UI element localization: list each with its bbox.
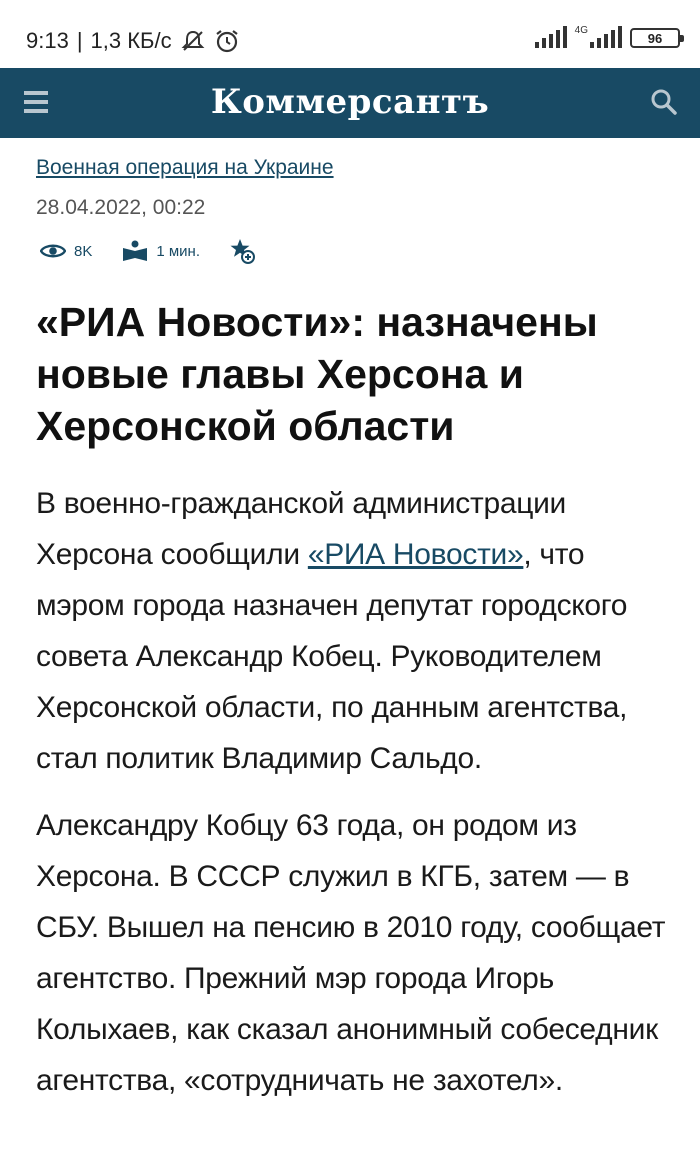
site-logo[interactable]: Коммерсантъ <box>210 82 490 122</box>
status-time: 9:13 <box>26 28 69 53</box>
paragraph-1-text-end: , что мэром города назначен депутат городского совета Александр Кобец. Руководителем Херсонской области, по данным агентства, стал политик Владимир Сальдо. <box>36 538 628 775</box>
article-paragraph-2: Александру Кобцу 63 года, он родом из Херсона. В СССР служил в КГБ, затем — в СБУ. Вышел на пенсию в 2010 году, сообщает агентство. Прежний мэр города Игорь Колыхаев, как сказал анонимный собеседник агентства, «сотрудничать не захотел». <box>36 809 666 1097</box>
status-left <box>26 28 240 54</box>
star-add-icon[interactable] <box>230 238 256 264</box>
article-date: 28.04.2022, 00:22 <box>36 196 206 219</box>
read-time-value: 1 мин. <box>156 242 201 260</box>
alarm-icon <box>214 28 240 54</box>
favorite-button[interactable] <box>230 238 256 264</box>
views-counter <box>40 242 92 260</box>
eye-icon <box>40 242 66 260</box>
read-time <box>122 240 200 262</box>
article-paragraph-1 <box>36 478 676 784</box>
site-header <box>0 68 700 138</box>
paragraph-1-text-start: В военно-гражданской администрации Херсона сообщили <box>36 487 567 571</box>
views-count: 8K <box>74 242 93 260</box>
ria-novosti-link[interactable]: «РИА Новости» <box>307 538 524 571</box>
book-icon <box>122 240 148 262</box>
status-speed: 1,3 КБ/с <box>90 28 172 53</box>
signal-strength-icon-2 <box>590 26 622 48</box>
search-icon[interactable] <box>650 88 678 116</box>
status-separator: | <box>76 28 83 53</box>
article-title: «РИА Новости»: назначены новые главы Херсона и Херсонской области <box>36 299 598 449</box>
battery-level: 96 <box>647 30 663 46</box>
category-link[interactable]: Военная операция на Украине <box>36 156 334 179</box>
network-type-label: 4G <box>574 25 588 36</box>
signal-strength-icon <box>535 26 567 48</box>
article-meta-row <box>40 236 286 266</box>
notifications-off-icon <box>180 28 206 54</box>
status-right <box>535 26 680 48</box>
status-bar <box>0 0 700 68</box>
battery-icon <box>630 28 680 48</box>
